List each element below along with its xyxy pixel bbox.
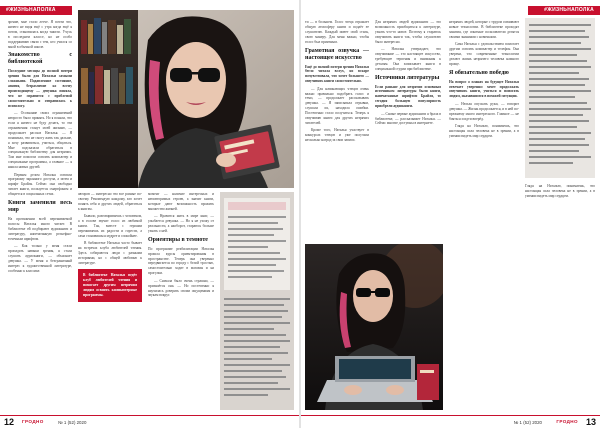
paragraph: В библиотеке Наталья часто бывает на встречах клуба любителей чтения. Здесь собираются люди с разными историями, но с общей любовью к литературе.	[78, 241, 142, 265]
left-page	[0, 0, 299, 428]
subheading: Источники литературы	[375, 74, 440, 81]
paragraph: — Самые первые аудиокниги я брала в библиотеке, — рассказывает Наталья. — Сейчас многие доступны в интернете.	[375, 111, 441, 126]
left-column-1	[8, 20, 72, 410]
paragraph: Последние месяцы до полной потери зрения были для Натальи самыми сложными. Подавленное состояние, апатия, безразличие ко всему происходящему — девушка поняла, что не справится с проблемой самостоятельно и отправилась к психологу.	[8, 69, 72, 108]
paragraph: Сама Наталья с удовольствием помогает другим освоить компьютер и телефон. Она уверена, что современные технологии делают жизнь незрячего человека намного проще.	[449, 42, 519, 66]
paragraph: Первым делом Наталья освоила программу экранного доступа, а затем и шрифт Брайля. Сейчас она свободно читает книги, пользуется смартфоном и общается в социальных сетях.	[8, 172, 72, 197]
right-page	[301, 0, 600, 428]
paragraph: ти — в большем. Голос чтеца отражает общую атмосферу книги и подаёт ее слушателю. Каждый имеет свой стиль, свою манеру. Для меня важно, чтобы голос был приятным.	[305, 20, 369, 44]
issue-label-left: № 1 (52) 2020	[58, 419, 87, 425]
paragraph: По программе реабилитации Наталья прошла курсы ориентирования в пространстве. Теперь она уверенно передвигается по городу с белой тростью, самостоятельно ходит в магазин и на прогулки.	[148, 246, 214, 276]
photo-illustration	[525, 18, 595, 178]
subheading: Книги заменили весь мир	[8, 200, 72, 214]
paragraph: незрячих людей, которые с трудом осваивают новые технологии. В библиотеке проходят занятия, где опытные пользователи делятся своими знаниями с новичками.	[449, 20, 519, 39]
photo-illustration	[78, 10, 294, 188]
photo-studio-detail	[525, 18, 595, 178]
subheading: Грамотная озвучка — настоящее искусство	[305, 47, 369, 61]
paragraph: Кроме того, Наталья участвует в конкурсах чтецов и уже получила несколько наград за свои записи.	[305, 128, 369, 143]
paragraph: Ещё до полной потери зрения Наталья бегло читала вслух, но вскоре почувствовала, что хочет большего — озвучивать книги самостоятельно.	[305, 64, 369, 84]
paragraph: авторов — интересно что все разные по-своему. Рекомендую каждому, кто хочет понять себя и других людей, обратиться к книгам.	[78, 192, 142, 211]
paragraph: — Сначала было очень страшно, — признаётся она. — Но постепенно я научилась доверять своим ощущениям и звукам вокруг.	[148, 278, 214, 298]
section-rubric-right: #ЖИЗНЬНАПОЛКА	[528, 6, 600, 15]
photo-reading-room	[220, 192, 294, 410]
photo-woman-at-laptop	[305, 244, 443, 410]
subheading: Ориентиры в темноте	[148, 236, 208, 243]
left-page-footer	[0, 415, 299, 428]
paragraph: — Для начинающих чтецов очень важно правильно подобрать голос и темп, — продолжает рассказывать девушка. — Я записывала отрывки, слушала их, находила ошибки. Постепенно стало получаться. Теперь я озвучиваю книги для других незрячих читателей.	[305, 86, 369, 125]
paragraph: зрение, мне стало легче. Я почти что, ничего не видя ещё с утра когда ещё я потом, становилась когда тяжело. Учусь в последнем классе, но не особо поддерживаю связи с тем, кто учился со мной в обычной школе.	[8, 20, 72, 49]
publication-name-left: ГРОДНО	[22, 419, 44, 424]
issue-label-right: № 1 (52) 2020	[513, 419, 542, 425]
paragraph: — Нельзя опускать руки, — говорит девушка. — Жизнь продолжается, и в ней по-прежнему много интересного. Главное — не бояться и идти вперёд.	[449, 101, 519, 121]
paragraph: Глядя на Наталью, понимаешь, что настоящая сила человека не в зрении, а в умении видеть мир сердцем.	[449, 123, 519, 138]
photo-illustration	[305, 244, 443, 410]
publication-name-right: ГРОДНО	[556, 419, 578, 424]
paragraph: Для незрячих людей аудиокниги — это возможность приобщиться к литературе, узнать что-то новое. Поэтому я стараюсь озвучивать книги так, чтобы слушателю было интересно.	[375, 20, 441, 44]
paragraph: — Наталья утверждает, что озвучивание — это настоящее искусство, требующее терпения и внимания к деталям. Она записывает книги в специальной студии при библиотеке.	[375, 47, 441, 71]
paragraph: На вопрос о планах на будущее Наталья отвечает уверенно: хочет продолжать озвучивать книги, учиться и помогать людям, оказавшимся в похожей ситуации.	[449, 79, 519, 99]
right-column-4	[525, 184, 595, 412]
right-page-footer	[301, 415, 600, 428]
paragraph: Глядя на Наталью, понимаешь, что настоящая сила человека не в зрении, а в умении видеть мир сердцем.	[525, 184, 595, 198]
right-column-3	[449, 20, 519, 412]
left-column-3	[148, 192, 214, 410]
left-column-2	[78, 192, 142, 410]
subheading: Знакомство с библиотекой	[8, 52, 72, 66]
page-number-right: 13	[585, 417, 596, 427]
paragraph: Если раньше для незрячих основным источником литературы были книги, напечатанные шрифтом Брайля, то сегодня большую популярность приобрели аудиокниги.	[375, 84, 441, 109]
paragraph: — Осознание своих ограничений непросто было принять. Но я поняла, что если я ничего не буду делать, то эти ограничения станут моей жизнью, — продолжает рассказ Наталья. — Я понимала, что не смогу жить так дальше, я хочу развиваться, учиться, общаться. Мне подсказали обратиться в специальную библиотеку для незрячих. Там мне помогли освоить компьютер и специальные программы, а главное — я нашла новых друзей.	[8, 111, 72, 170]
paragraph: момент — наличие интересных и неповторимых героев, а значит книги, которые дают возможность прожить множество жизней.	[148, 192, 214, 211]
photo-illustration	[220, 192, 294, 410]
paragraph: Бывало, разговариваешь с человеком, а в голове звучит голос из любимой книги. Так, вместе с героями переживаешь их радости и горести, а сама становишься мудрее и спокойнее.	[78, 214, 142, 238]
subheading: Я обязательно победю	[449, 69, 509, 76]
paragraph: — Как только у меня стали пропадать навыки зрения, я стала слушать аудиокниги, — объясняет девушка. — У меня я безграничный интерес к художественной литературе, особенно к классике.	[8, 244, 72, 273]
paragraph: На протяжении всей переживаемой полосы Наталья много читает. В библиотеке ей подбирают аудиокниги и литературу, напечатанную рельефно-точечным шрифтом.	[8, 217, 72, 241]
highlight-callout: В библиотеке Наталья ведёт клуб любителей чтения и помогает другим незрячим людям освоить компьютерные программы.	[78, 269, 142, 302]
photo-woman-with-books	[78, 10, 294, 188]
section-rubric-left: #ЖИЗНЬНАПОЛКА	[0, 6, 72, 15]
right-column-2	[375, 20, 441, 240]
right-column-1	[305, 20, 369, 240]
page-number-left: 12	[4, 417, 15, 427]
paragraph: — Нравится жить в мире книг, — улыбается девушка. — Но я не ухожу от реальности, а наоборот, стараюсь больше узнать о ней.	[148, 214, 214, 233]
